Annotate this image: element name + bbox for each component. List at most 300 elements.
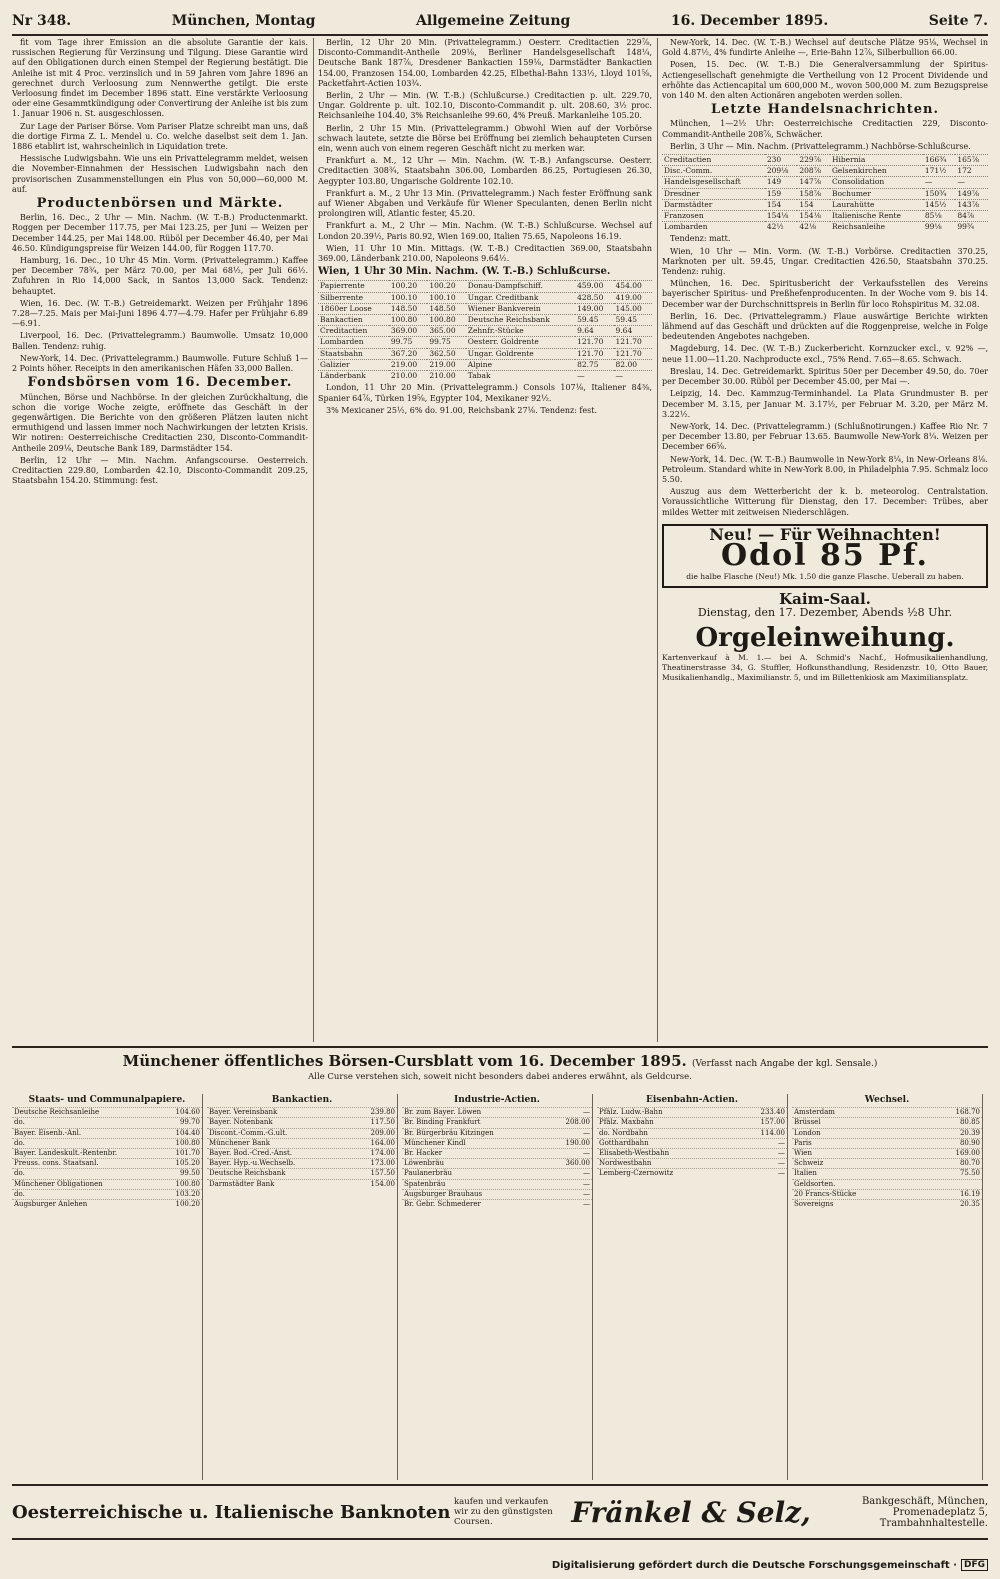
- security-rate: 157.00: [760, 1118, 785, 1127]
- table-cell: Lombarden: [318, 337, 389, 348]
- list-item: [12, 1158, 202, 1168]
- table-row: [662, 155, 988, 166]
- security-rate: —: [778, 1159, 785, 1168]
- security-name: Gotthardbahn: [599, 1138, 649, 1147]
- security-name: Paulanerbräu: [404, 1169, 452, 1178]
- table-cell: 148.50: [427, 303, 465, 314]
- list-item: [792, 1179, 982, 1189]
- table-cell: 459.00: [575, 281, 613, 292]
- list-item: [792, 1199, 982, 1209]
- list-item: [597, 1107, 787, 1117]
- security-name: Nordwestbahn: [599, 1159, 652, 1168]
- bank-advertisement: [12, 1484, 988, 1540]
- report-frankfurt-closing: Frankfurt a. M., 2 Uhr — Min. Nachm. (W. T.-B.) Schlußcurse. Wechsel auf London 20.39½, Paris 80.92, Wien 169.00, Italien 75.65, Napoleons 16.19.: [318, 221, 652, 241]
- table-cell: 165⅞: [955, 155, 988, 166]
- boerse-section-heading: Industrie-Actien.: [454, 1095, 540, 1105]
- table-cell: Zehnfr.-Stücke: [466, 326, 575, 337]
- list-item: [402, 1117, 592, 1127]
- boerse-title: [12, 1052, 988, 1070]
- report-wien-grain: Wien, 16. Dec. (W. T.-B.) Getreidemarkt. Weizen per Frühjahr 1896 7.28—7.25. Mais per Mai-Juni 1896 4.77—4.79. Hafer per Frühjahr 6.89—6.91.: [12, 298, 308, 329]
- security-rate: 233.40: [760, 1108, 785, 1117]
- security-rate: 104.40: [175, 1128, 200, 1137]
- security-name: Brüssel: [794, 1118, 821, 1127]
- security-name: Elisabeth-Westbahn: [599, 1149, 670, 1158]
- table-cell: Laurahütte: [830, 199, 923, 210]
- table-cell: 369.00: [389, 326, 427, 337]
- security-name: Paris: [794, 1138, 812, 1147]
- odol-advertisement: [662, 524, 988, 588]
- ad-details: die halbe Flasche (Neu!) Mk. 1.50 die ganze Flasche. Ueberall zu haben.: [686, 571, 964, 581]
- tendency: Tendenz: matt.: [670, 234, 731, 244]
- table-cell: 219.00: [389, 359, 427, 370]
- table-cell: 9.64: [575, 326, 613, 337]
- list-item: [402, 1199, 592, 1209]
- table-row: [662, 166, 988, 177]
- table-cell: 154: [765, 199, 798, 210]
- list-item: [402, 1138, 592, 1148]
- report-newyork-close: New-York, 14. Dec. (Privattelegramm.) (Schlußnotirungen.) Kaffee Rio Nr. 7 per December 13.80, per Februar 13.65. Baumwolle New-York 8¼. Weizen per December 66⅝.: [662, 421, 988, 452]
- security-rate: 157.50: [370, 1169, 395, 1178]
- table-cell: 100.10: [389, 292, 427, 303]
- security-rate: 20.39: [959, 1128, 980, 1137]
- table-cell: 85⅛: [923, 211, 956, 222]
- list-item: [402, 1168, 592, 1178]
- list-item: [207, 1107, 397, 1117]
- security-rate: 16.19: [959, 1189, 980, 1198]
- list-item: [207, 1168, 397, 1178]
- stock-exchange-sheet: [12, 1046, 988, 1480]
- table-cell: 154⅛: [765, 211, 798, 222]
- table-cell: 210.00: [389, 371, 427, 382]
- table-cell: 149⅞: [955, 188, 988, 199]
- list-item: [792, 1148, 982, 1158]
- security-rate: —: [583, 1169, 590, 1178]
- table-row: [318, 292, 652, 303]
- table-cell: —: [923, 177, 956, 188]
- security-rate: 100.80: [175, 1179, 200, 1188]
- table-cell: Darmstädter: [662, 199, 765, 210]
- table-cell: Creditactien: [662, 155, 765, 166]
- dfg-logo-icon: DFG: [961, 1559, 988, 1571]
- report-berlin-grain: Berlin, 16. Dec. (Privattelegramm.) Flaue auswärtige Berichte wirkten lähmend auf das Geschäft und drückten auf die Roggenpreise, welche in Folge bedeutenden Angebotes nachgeben.: [662, 311, 988, 342]
- list-item: [207, 1148, 397, 1158]
- report-frankfurt-213: Frankfurt a. M., 2 Uhr 13 Min. (Privattelegramm.) Nach fester Eröffnung sank auf Wiener Abgaben und Verkäufe für Wiener Speculanten, denen Berlin nicht prolongiren will, Atlantic fester, 45.20.: [318, 188, 652, 219]
- security-name: Bayer. Vereinsbank: [209, 1108, 278, 1117]
- security-name: Bayer. Notenbank: [209, 1118, 273, 1127]
- table-cell: 9.64: [614, 326, 652, 337]
- table-row: [318, 337, 652, 348]
- table-cell: 154: [797, 199, 830, 210]
- table-cell: 82.75: [575, 359, 613, 370]
- report-muenchen-latest: München, 1—2½ Uhr: Oesterreichische Creditactien 229, Disconto-Commandit-Antheile 208⅞, Schwächer.: [662, 119, 988, 139]
- list-item: [402, 1158, 592, 1168]
- report-wien-vorboerse: Wien, 10 Uhr — Min. Vorm. (W. T.-B.) Vorbörse. Creditactien 370.25, Marknoten per ult. 59.45, Ungar. Creditactien 426.50, Staatsbahn 370.25. Tendenz: ruhig.: [662, 246, 988, 277]
- ad-firm-name: Fränkel & Selz,: [571, 1495, 811, 1529]
- list-item: [207, 1158, 397, 1168]
- report-leipzig: Leipzig, 14. Dec. Kammzug-Terminhandel. La Plata Grundmuster B. per December M. 3.15, per Januar M. 3.17½, per Februar M. 3.20, per März M. 3.22½.: [662, 389, 988, 419]
- list-item: [402, 1148, 592, 1158]
- table-cell: 150¾: [923, 188, 956, 199]
- report-berlin-products: Berlin, 16. Dec., 2 Uhr — Min. Nachm. (W. T.-B.) Productenmarkt. Roggen per December 117.75, per Mai 123.25, per Juni — Weizen per December 144.25, per Mai 148.00. Rüböl per December 46.40, per Mai 46.50. Kündigungspreise für Weizen 144.00, für Roggen 117.70.: [12, 213, 308, 253]
- security-name: Br. Binding Frankfurt: [404, 1118, 481, 1127]
- security-name: do.: [14, 1118, 25, 1127]
- table-cell: 428.50: [575, 292, 613, 303]
- column-rule: [657, 38, 658, 1042]
- security-name: Pfälz. Maxbahn: [599, 1118, 654, 1127]
- table-cell: 148.50: [389, 303, 427, 314]
- security-rate: 103.20: [175, 1189, 200, 1198]
- security-rate: 208.00: [565, 1118, 590, 1127]
- issue-date: 16. December 1895.: [670, 13, 829, 29]
- security-rate: 169.00: [955, 1149, 980, 1158]
- table-cell: 145½: [923, 199, 956, 210]
- table-cell: 59.45: [575, 315, 613, 326]
- boerse-title-note: (Verfasst nach Angabe der kgl. Sensale.): [692, 1059, 878, 1069]
- list-item: [12, 1189, 202, 1199]
- table-cell: 159: [765, 188, 798, 199]
- wien-table-heading: Wien, 1 Uhr 30 Min. Nachm. (W. T.-B.) Schlußcurse.: [318, 266, 611, 278]
- table-cell: Creditactien: [318, 326, 389, 337]
- report-spiritus: München, 16. Dec. Spiritusbericht der Verkaufsstellen des Vereins bayerischer Spiritus- und Preßhefenproducenten. In der Woche vom 9. bis 14. December war der Durchschnittspreis in Berlin für loco Rohspiritus M. 32.08.: [662, 279, 988, 309]
- table-cell: Papierrente: [318, 281, 389, 292]
- security-rate: —: [583, 1128, 590, 1137]
- berlin-rates-table: [662, 154, 988, 232]
- boerse-section-heading: Eisenbahn-Actien.: [645, 1095, 738, 1105]
- security-name: do.: [14, 1169, 25, 1178]
- report-wien-1110: Wien, 11 Uhr 10 Min. Mittags. (W. T.-B.) Creditactien 369.00, Staatsbahn 369.00, Länderbank 210.00, Napoleons 9.64½.: [318, 243, 652, 264]
- list-item: [12, 1148, 202, 1158]
- security-rate: —: [778, 1138, 785, 1147]
- security-rate: 20.35: [959, 1200, 980, 1209]
- table-cell: Oesterr. Goldrente: [466, 337, 575, 348]
- list-item: [12, 1168, 202, 1178]
- boerse-subtitle: Alle Curse verstehen sich, soweit nicht besonders dabei anderes erwähnt, als Geldcurse.: [308, 1072, 692, 1082]
- security-rate: —: [583, 1179, 590, 1188]
- table-cell: 208⅞: [797, 166, 830, 177]
- list-item: [12, 1138, 202, 1148]
- list-item: [792, 1158, 982, 1168]
- table-row: [318, 359, 652, 370]
- table-cell: 84⅞: [955, 211, 988, 222]
- table-cell: 99.75: [389, 337, 427, 348]
- table-cell: 149.00: [575, 303, 613, 314]
- table-cell: Italienische Rente: [830, 211, 923, 222]
- table-row: [318, 348, 652, 359]
- list-item: [12, 1107, 202, 1117]
- table-row: [318, 371, 652, 382]
- security-rate: 100.20: [175, 1200, 200, 1209]
- security-name: Discont.-Comm.-G.ult.: [209, 1128, 288, 1137]
- security-rate: —: [778, 1169, 785, 1178]
- list-item: [597, 1148, 787, 1158]
- security-name: Wien: [794, 1149, 812, 1158]
- security-rate: 154.00: [370, 1179, 395, 1188]
- table-cell: Hibernia: [830, 155, 923, 166]
- security-name: Pfälz. Ludw.-Bahn: [599, 1108, 663, 1117]
- heading-funds: Fondsbörsen vom 16. December.: [27, 375, 293, 391]
- table-cell: 147⅞: [797, 177, 830, 188]
- list-item: [402, 1128, 592, 1138]
- table-cell: Silberrente: [318, 292, 389, 303]
- security-name: Br. Bürgerbräu Kitzingen: [404, 1128, 494, 1137]
- table-cell: Gelsenkirchen: [830, 166, 923, 177]
- table-cell: 171½: [923, 166, 956, 177]
- table-cell: Handelsgesellschaft: [662, 177, 765, 188]
- table-cell: 121.70: [614, 337, 652, 348]
- report-frankfurt-opening: Frankfurt a. M., 12 Uhr — Min. Nachm. (W. T.-B.) Anfangscurse. Oesterr. Creditactien 308¾, Staatsbahn 306.00, Lombarden 86.25, Portugiesen 26.30, Aegypter 103.80, Ungarische Goldrente 102.10.: [318, 156, 652, 186]
- boerse-section-heading: Wechsel.: [864, 1095, 910, 1105]
- table-cell: 154⅛: [797, 211, 830, 222]
- table-cell: 42⅛: [797, 222, 830, 233]
- column-1: [12, 38, 308, 1042]
- security-name: Münchener Obligationen: [14, 1179, 103, 1188]
- table-cell: 42½: [765, 222, 798, 233]
- list-item: [597, 1168, 787, 1178]
- security-rate: 164.00: [370, 1138, 395, 1147]
- table-cell: 82.00: [614, 359, 652, 370]
- table-cell: 100.20: [427, 281, 465, 292]
- table-cell: 158⅞: [797, 188, 830, 199]
- security-rate: —: [778, 1149, 785, 1158]
- table-cell: Ungar. Creditbank: [466, 292, 575, 303]
- table-cell: Dresdner: [662, 188, 765, 199]
- security-name: Italien: [794, 1169, 817, 1178]
- list-item: [402, 1179, 592, 1189]
- report-hamburg: Hamburg, 16. Dec., 10 Uhr 45 Min. Vorm. (Privattelegramm.) Kaffee per December 78¾, per März 70.00, per Mai 68½, per Juli 66½. Zufuhren in Rio 14,000 Sack, in Santos 13,000 Sack. Tendenz: behauptet.: [12, 256, 308, 296]
- list-item: [402, 1107, 592, 1117]
- security-name: Bayer. Eisenb.-Anl.: [14, 1128, 82, 1137]
- list-item: [792, 1128, 982, 1138]
- table-cell: Lombarden: [662, 222, 765, 233]
- boerse-section: [792, 1094, 983, 1480]
- table-cell: Franzosen: [662, 211, 765, 222]
- table-cell: —: [614, 371, 652, 382]
- security-name: Deutsche Reichsbank: [209, 1169, 286, 1178]
- table-cell: Ungar. Goldrente: [466, 348, 575, 359]
- security-name: Sovereigns: [794, 1200, 834, 1209]
- table-cell: 145.00: [614, 303, 652, 314]
- table-cell: 166¾: [923, 155, 956, 166]
- table-cell: 99.75: [427, 337, 465, 348]
- security-name: Br. Gebr. Schmederer: [404, 1200, 481, 1209]
- security-name: Münchener Bank: [209, 1138, 271, 1147]
- boerse-section: [207, 1094, 398, 1480]
- security-name: do.: [14, 1138, 25, 1147]
- report-berlin-opening: Berlin, 12 Uhr — Min. Nachm. Anfangscourse. Oesterreich. Creditactien 229.80, Lombarden 42.10, Disconto-Commandit 209.25, Staatsbahn 154.20. Stimmung: fest.: [12, 455, 308, 486]
- table-cell: Consolidation: [830, 177, 923, 188]
- table-cell: Galizier: [318, 359, 389, 370]
- table-cell: 454.00: [614, 281, 652, 292]
- report-berlin-closing: Berlin, 2 Uhr — Min. (W. T.-B.) (Schlußcurse.) Creditactien p. ult. 229.70, Ungar. Goldrente p. ult. 102.10, Disconto-Commandit p. ult. 208.60, 3½ proc. Reichsanleihe 104.40, 3% Reichsanleihe 99.60, 4% Preuß. Markanleihe 105.20.: [318, 91, 652, 121]
- table-row: [662, 177, 988, 188]
- heading-products: Productenbörsen und Märkte.: [36, 196, 284, 212]
- security-rate: —: [583, 1108, 590, 1117]
- table-row: [318, 315, 652, 326]
- column-2: [318, 38, 652, 1042]
- table-cell: 121.70: [575, 348, 613, 359]
- table-cell: 210.00: [427, 371, 465, 382]
- security-rate: 105.20: [175, 1159, 200, 1168]
- table-cell: 99¾: [955, 222, 988, 233]
- report-newyork-cotton: New-York, 14. Dec. (Privattelegramm.) Baumwolle. Future Schluß 1—2 Points höher. Receipts in den amerikanischen Häfen 33,000 Ballen.: [12, 353, 308, 374]
- paper-title: Allgemeine Zeitung: [416, 13, 571, 29]
- security-rate: —: [583, 1189, 590, 1198]
- report-berlin-nachboerse: Berlin, 3 Uhr — Min. Nachm. (Privattelegramm.) Nachbörse-Schlußcurse.: [670, 141, 971, 151]
- security-name: Br. zum Bayer. Löwen: [404, 1108, 482, 1117]
- security-rate: 114.00: [760, 1128, 785, 1137]
- list-item: [792, 1117, 982, 1127]
- table-row: [662, 211, 988, 222]
- place-day: München, Montag: [171, 13, 316, 29]
- table-cell: 172: [955, 166, 988, 177]
- security-rate: 209.00: [370, 1128, 395, 1137]
- security-rate: 75.50: [959, 1169, 980, 1178]
- dfg-notice: [552, 1559, 988, 1571]
- table-cell: Alpine: [466, 359, 575, 370]
- security-name: Bayer. Bod.-Cred.-Anst.: [209, 1149, 292, 1158]
- security-rate: —: [583, 1149, 590, 1158]
- security-name: 20 Francs-Stücke: [794, 1189, 857, 1198]
- list-item: [792, 1168, 982, 1178]
- list-item: [207, 1138, 397, 1148]
- table-cell: 143⅞: [955, 199, 988, 210]
- table-row: [318, 303, 652, 314]
- security-name: Deutsche Reichsanleihe: [14, 1108, 100, 1117]
- article-intro: fit vom Tage ihrer Emission an die absolute Garantie der kais. russischen Regierung für Verzinsung und Tilgung. Diese Garantie wird auf den Obligationen durch einen Stempel der Regierung bestätigt. Die Anleihe ist mit 4 Proc. verzinslich und in 59 Jahren vom Jahre 1896 an gerechnet durch Verloosung zum Nennwerthe getilgt. Die erste Verloosung findet im December 1896 statt. Eine verstärkte Verloosung oder eine Gesammtkündigung oder Convertirung der Anleihe ist bis zum 1. Januar 1906 n. St. ausgeschlossen.: [12, 38, 308, 119]
- table-cell: —: [955, 177, 988, 188]
- table-cell: 99⅛: [923, 222, 956, 233]
- security-rate: 99.70: [179, 1118, 200, 1127]
- table-cell: 367.20: [389, 348, 427, 359]
- report-newyork-exchange: New-York, 14. Dec. (W. T.-B.) Wechsel auf deutsche Plätze 95⅛, Wechsel in Gold 4.87½, 4% fundirte Anleihe —, Erie-Bahn 12⅞, Silberbullion 66.00.: [662, 38, 988, 58]
- list-item: [12, 1199, 202, 1209]
- table-cell: 365.00: [427, 326, 465, 337]
- security-name: Schweiz: [794, 1159, 824, 1168]
- report-berlin-1220: Berlin, 12 Uhr 20 Min. (Privattelegramm.) Oesterr. Creditactien 229⅞, Disconto-Commandit-Antheile 209⅛, Berliner Handelsgesellschaft 148¼, Deutsche Bank 187⅞, Dresdener Bankactien 159⅛, Darmstädter Bankactien 154.00, Franzosen 154.00, Lombarden 42.25, Elbethal-Bahn 133½, Lloyd 101⅝, Packetfahrt-Actien 103¾.: [318, 38, 652, 88]
- article-ludwigsbahn: Hessische Ludwigsbahn. Wie uns ein Privattelegramm meldet, weisen die November-Einnahmen der Hessischen Ludwigsbahn nach den provisorischen Zusammenstellungen ein Plus von 50,000—60,000 M. auf.: [12, 154, 308, 194]
- list-item: [792, 1189, 982, 1199]
- security-rate: 117.50: [370, 1118, 395, 1127]
- report-muenchen-boerse: München, Börse und Nachbörse. In der gleichen Zurückhaltung, die schon die vorige Woche zeigte, eröffnete das Geschäft in der gegenwärtigen. Die Berichte von den größeren Plätzen lauten nicht ermuthigend und lassen immer noch Nachwirkungen der letzten Krisis. Wir notiren: Oesterreichische Creditactien 230, Discontо-Commandit-Antheile 209⅛, Deutsche Bank 189, Darmstädter 154.: [12, 392, 308, 453]
- table-row: [662, 199, 988, 210]
- security-name: Augsburger Brauhaus: [404, 1189, 483, 1198]
- table-cell: Deutsche Reichsbank: [466, 315, 575, 326]
- table-cell: 121.70: [575, 337, 613, 348]
- table-cell: Länderbank: [318, 371, 389, 382]
- list-item: [12, 1179, 202, 1189]
- list-item: [12, 1128, 202, 1138]
- article-paris: Zur Lage der Pariser Börse. Vom Pariser Platze schreibt man uns, daß die dortige Firma Z. L. Mendel u. Co. welche daselbst seit dem 1. Jan. 1886 etablirt ist, wahrscheinlich in Liquidation trete.: [12, 121, 308, 152]
- ad-buy-sell: kaufen und verkaufen wir zu den günstigsten Coursen.: [454, 1497, 553, 1527]
- security-rate: 174.00: [370, 1149, 395, 1158]
- page-header: [12, 8, 988, 36]
- list-item: [597, 1158, 787, 1168]
- table-row: [662, 188, 988, 199]
- table-cell: 100.20: [389, 281, 427, 292]
- report-breslau: Breslau, 14. Dec. Getreidemarkt. Spiritus 50er per December 49.50, do. 70er per December 30.00. Rüböl per December 45.00, per Mai —.: [662, 366, 988, 387]
- ad-firm-address: Bankgeschäft, München, Promenadeplatz 5, Trambahnhaltestelle.: [861, 1495, 988, 1529]
- table-cell: 209⅛: [765, 166, 798, 177]
- table-cell: 100.10: [427, 292, 465, 303]
- table-row: [318, 326, 652, 337]
- table-cell: 419.00: [614, 292, 652, 303]
- ad-headline: Neu! — Für Weihnachten!: [709, 524, 941, 544]
- list-item: [402, 1189, 592, 1199]
- list-item: [207, 1117, 397, 1127]
- table-cell: 121.70: [614, 348, 652, 359]
- security-rate: 80.90: [959, 1138, 980, 1147]
- table-cell: 100.80: [389, 315, 427, 326]
- security-name: London: [794, 1128, 821, 1137]
- security-name: Preuss. cons. Staatsanl.: [14, 1159, 99, 1168]
- table-cell: 229⅞: [797, 155, 830, 166]
- security-name: Geldsorten.: [794, 1179, 836, 1188]
- table-cell: Disc.-Comm.: [662, 166, 765, 177]
- report-liverpool: Liverpool, 16. Dec. (Privattelegramm.) Baumwolle. Umsatz 10,000 Ballen. Tendenz: ruhig.: [12, 331, 308, 351]
- list-item: [597, 1117, 787, 1127]
- boerse-section: [402, 1094, 593, 1480]
- table-row: [318, 281, 652, 292]
- report-london-end: 3% Mexicaner 25½, 6% do. 91.00, Reichsbank 27⅛. Tendenz: fest.: [326, 405, 597, 415]
- table-cell: Reichsanleihe: [830, 222, 923, 233]
- report-london: London, 11 Uhr 20 Min. (Privattelegramm.) Consols 107⅛, Italiener 84⅜, Spanier 64⅞, Türken 19⅝, Egypter 104, Mexikaner 92½.: [318, 383, 652, 403]
- list-item: [207, 1128, 397, 1138]
- concert-tickets: Kartenverkauf à M. 1.— bei A. Schmid's Nachf., Hofmusikalienhandlung, Theatinerstrasse 34, G. Stuffler, Hofkunsthandlung, Residenzstr. 10, Otto Bauer, Musikalienhandlg., Maximilianstr. 5, und im Billettenkiosk am Maximiliansplatz.: [662, 652, 988, 682]
- list-item: [597, 1128, 787, 1138]
- table-cell: Tabak: [466, 371, 575, 382]
- table-row: [662, 222, 988, 233]
- security-rate: 239.80: [370, 1108, 395, 1117]
- security-name: Amsterdam: [794, 1108, 835, 1117]
- concert-date: Dienstag, den 17. Dezember, Abends ½8 Uhr.: [697, 606, 953, 620]
- boerse-section-heading: Staats- und Communalpapiere.: [28, 1095, 186, 1105]
- weather-report: Auszug aus dem Wetterbericht der k. b. meteorolog. Centralstation. Voraussichtliche Witterung für Dienstag, den 17. December: Trübes, aber mildes Wetter mit zeitweisen Niederschlägen.: [662, 487, 988, 517]
- security-name: Bayer. Landeskult.-Rentenbr.: [14, 1149, 118, 1158]
- table-cell: —: [575, 371, 613, 382]
- report-posen: Posen, 15. Dec. (W. T.-B.) Die Generalversammlung der Spiritus-Actiengesellschaft genehmigte die Vertheilung von 12 Procent Dividende und erhöhte das Actiencapital um 600,000 M., wovon 500,000 M. zum Bezugspreise von 140 M. den alten Actionären angeboten werden sollen.: [662, 60, 988, 101]
- ad-banknotes: Oesterreichische u. Italienische Banknoten: [12, 1501, 451, 1523]
- security-rate: 99.50: [179, 1169, 200, 1178]
- security-rate: 173.00: [370, 1159, 395, 1168]
- security-rate: 190.00: [565, 1138, 590, 1147]
- security-rate: 104.60: [175, 1108, 200, 1117]
- boerse-section: [12, 1094, 203, 1480]
- page-number: Seite 7.: [928, 13, 988, 29]
- boerse-columns: [12, 1094, 988, 1480]
- wien-rates-table: [318, 280, 652, 381]
- report-magdeburg: Magdeburg, 14. Dec. (W. T.-B.) Zuckerbericht. Kornzucker excl., v. 92% —, neue 11.00—11.20. Nachproducte excl., 75% Rend. 7.65—8.65. Schwach.: [662, 344, 988, 364]
- list-item: [207, 1179, 397, 1189]
- security-name: Löwenbräu: [404, 1159, 445, 1168]
- security-rate: 360.00: [565, 1159, 590, 1168]
- article-area: [12, 38, 988, 1042]
- security-rate: 100.80: [175, 1138, 200, 1147]
- security-name: Lemberg-Czernowitz: [599, 1169, 674, 1178]
- security-name: Spatenbräu: [404, 1179, 446, 1188]
- table-cell: 230: [765, 155, 798, 166]
- ad-product: Odol 85 Pf.: [721, 537, 929, 573]
- boerse-section-heading: Bankactien.: [271, 1095, 333, 1105]
- heading-latest: Letzte Handelsnachrichten.: [710, 102, 940, 118]
- security-rate: 101.70: [175, 1149, 200, 1158]
- list-item: [792, 1107, 982, 1117]
- table-cell: Bochumer: [830, 188, 923, 199]
- column-3: [662, 38, 988, 1042]
- report-berlin-215: Berlin, 2 Uhr 15 Min. (Privattelegramm.) Obwohl Wien auf der Vorbörse schwach lautete, setzte die Börse bei Eröffnung bei ziemlich behaupteten Cursen ein, wenn auch von einem regeren Geschäft nicht zu merken war.: [318, 123, 652, 154]
- table-cell: 100.80: [427, 315, 465, 326]
- issue-number: Nr 348.: [12, 13, 72, 29]
- table-cell: 362.50: [427, 348, 465, 359]
